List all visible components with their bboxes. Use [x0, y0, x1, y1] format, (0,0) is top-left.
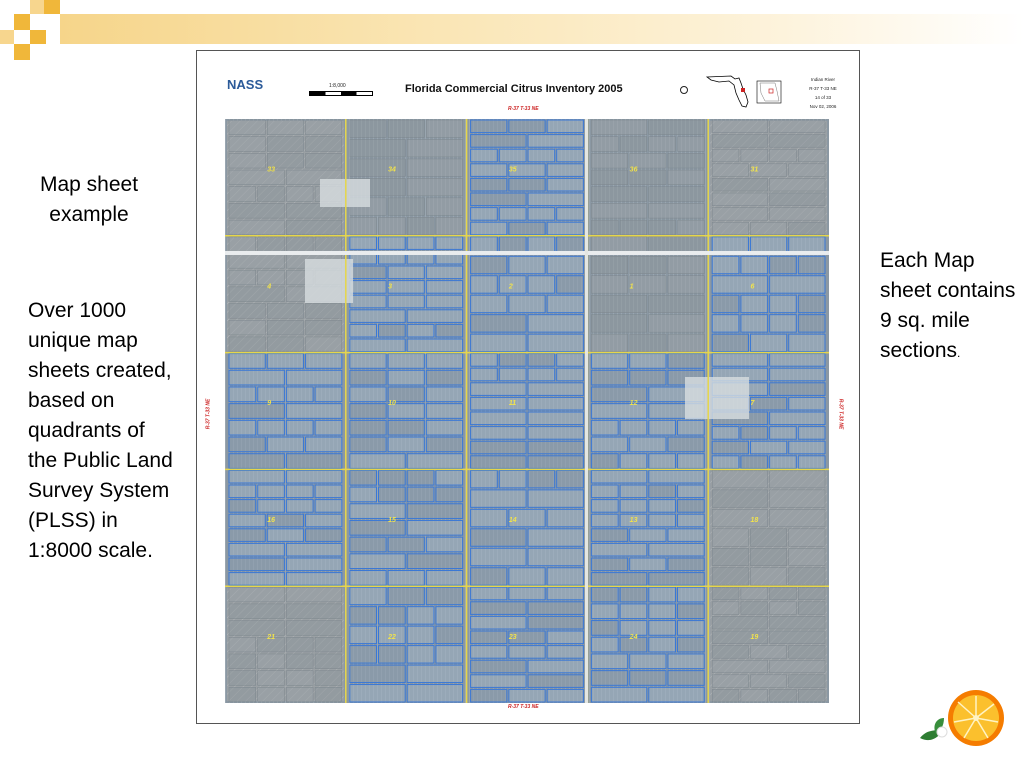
- decor-square: [44, 0, 60, 14]
- range-label-left: R-37 T-33 NE: [205, 398, 212, 430]
- section-number: 33: [267, 166, 276, 174]
- decor-square: [14, 14, 30, 30]
- section-number: 34: [388, 166, 396, 174]
- range-label-right: R-37 T-33 NE: [837, 398, 844, 430]
- florida-locator-icon: [705, 73, 785, 109]
- decor-square: [30, 0, 44, 14]
- map-section-cell: [227, 587, 344, 702]
- section-number: 9: [267, 400, 272, 408]
- sheet-county: Indian River: [810, 77, 835, 82]
- map-title: Florida Commercial Citrus Inventory 2005: [405, 83, 623, 95]
- left-paragraph: Over 1000 unique map sheets created, based on quadrants of the Public Land Survey System (PLSS) in 1:8000 scale.: [28, 299, 173, 562]
- section-number: 1: [629, 283, 634, 291]
- orange-slice-icon: [914, 688, 1010, 750]
- section-number: 19: [750, 633, 759, 641]
- decor-square: [14, 44, 30, 60]
- header-gradient-bar: [60, 14, 1024, 44]
- sheet-township: R-37 T-33 NE: [809, 86, 837, 91]
- section-number: 22: [388, 633, 396, 641]
- map-section-cell: [350, 354, 463, 469]
- clear-field: [685, 377, 749, 419]
- section-number: 4: [267, 283, 272, 291]
- section-number: 15: [388, 516, 396, 524]
- map-sheet: [196, 50, 860, 724]
- section-number: 18: [750, 516, 759, 524]
- section-number: 6: [750, 283, 755, 291]
- decor-square: [0, 30, 14, 44]
- scale-bar: [309, 91, 373, 96]
- map-section-cell: [710, 120, 827, 235]
- section-number: 31: [750, 166, 759, 174]
- section-number: 13: [629, 516, 638, 524]
- range-label-top: R-37 T-33 NE: [508, 106, 539, 112]
- section-number: 10: [388, 400, 396, 408]
- section-number: 3: [388, 283, 392, 291]
- aerial-map-canvas: [225, 119, 829, 703]
- right-paragraph-tail: .: [957, 346, 961, 360]
- nass-logo: [227, 77, 287, 97]
- map-scale-text: 1:8,000: [329, 83, 346, 89]
- section-number: 24: [629, 633, 638, 641]
- map-section-cell: [710, 587, 827, 702]
- right-paragraph: [880, 246, 1020, 368]
- map-section-cell: [227, 120, 344, 235]
- section-number: 11: [508, 400, 517, 408]
- north-arrow-icon: [680, 86, 688, 94]
- sheet-info: [793, 75, 853, 111]
- range-label-bottom: R-37 T-33 NE: [508, 704, 539, 710]
- road: [585, 119, 588, 703]
- section-number: 16: [267, 516, 276, 524]
- nass-logo-text: NASS: [227, 77, 264, 92]
- clear-field: [320, 179, 370, 207]
- map-sheet-header: [197, 51, 859, 121]
- right-paragraph-text: Each Map sheet contains 9 sq. mile sections: [880, 249, 1016, 362]
- section-number: 35: [508, 166, 517, 174]
- slide-title: Map sheet example: [39, 173, 139, 226]
- section-number: 12: [629, 400, 638, 408]
- sheet-date: Nov 02, 2006: [809, 104, 837, 109]
- section-number: 36: [629, 166, 638, 174]
- section-number: 23: [508, 633, 517, 641]
- sheet-number: 14 of 33: [814, 95, 832, 100]
- section-number: 7: [750, 400, 755, 408]
- map-section-cell: [710, 470, 827, 585]
- section-number: 14: [508, 516, 517, 524]
- road: [225, 251, 829, 255]
- section-number: 2: [508, 283, 513, 291]
- decor-square: [30, 30, 46, 44]
- section-number: 21: [267, 633, 276, 641]
- aerial-map: [225, 119, 829, 703]
